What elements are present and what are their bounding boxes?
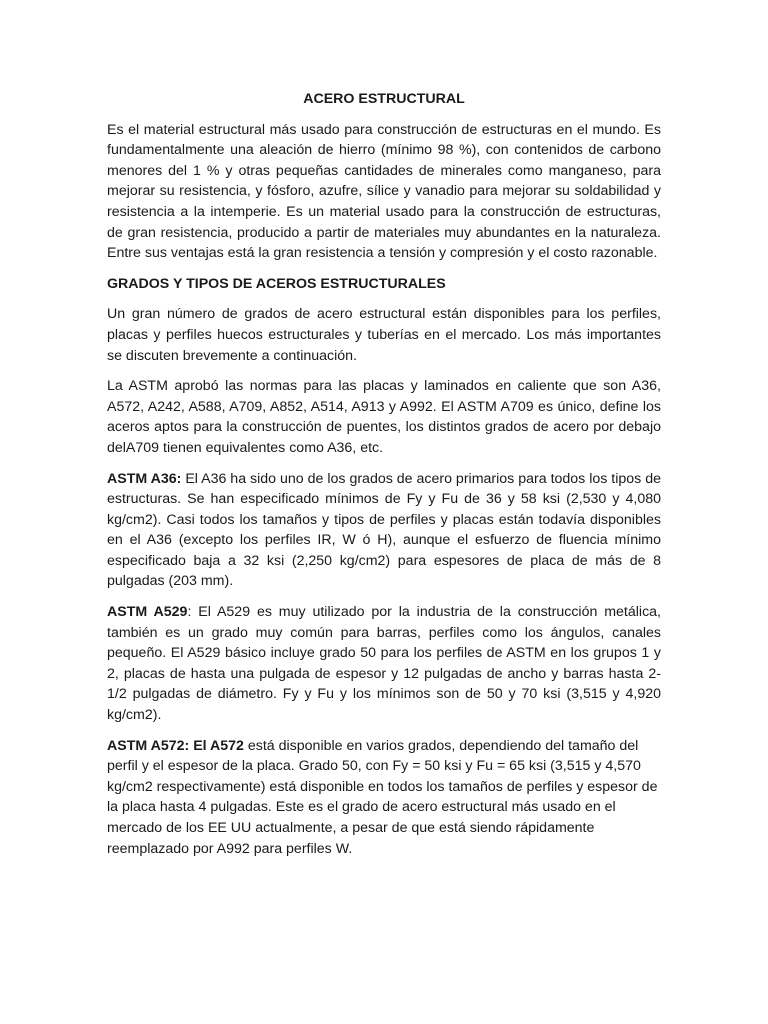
section-intro-paragraph: Un gran número de grados de acero estructural están disponibles para los perfiles, placas y perfiles huecos estructurales y tuberías en el mercado. Los más importantes se discuten brevemente a continuación. [107, 306, 661, 364]
astm-a572-lead: ASTM A572: El A572 [107, 737, 244, 754]
document-title: ACERO ESTRUCTURAL [303, 91, 465, 107]
document-page [107, 89, 661, 869]
astm-a529-lead: ASTM A529 [107, 604, 188, 621]
astm-a529-paragraph [107, 602, 661, 726]
intro-paragraph: Es el material estructural más usado para construcción de estructuras en el mundo. Es fundamentalmente una aleación de hierro (mínimo 98 %), con contenidos de carbono menores del 1 % y otras pequeñas cantidades de minerales como manganeso, para mejorar su resistencia, y fósforo, azufre, sílice y vanadio para mejorar su soldabilidad y resistencia a la intemperie. Es un material usado para la construcción de estructuras, de gran resistencia, producido a partir de materiales muy abundantes en la naturaleza. Entre sus ventajas está la gran resistencia a tensión y compresión y el costo razonable. [107, 121, 661, 262]
section-heading: GRADOS Y TIPOS DE ACEROS ESTRUCTURALES [107, 275, 446, 292]
astm-a572-text: está disponible en varios grados, dependiendo del tamaño del perfil y el espesor de la placa. Grado 50, con Fy = 50 ksi y Fu = 65 ksi (3,515 y 4,570 kg/cm2 respectivamente) está disponible en todos los tamaños de perfiles y espesor de la placa hasta 4 pulgadas. Este es el grado de acero estructural más usado en el mercado de los EE UU actualmente, a pesar de que está siendo rápidamente reemplazado por A992 para perfiles W. [107, 737, 658, 857]
astm-a36-lead: ASTM A36: [107, 470, 182, 487]
astm-a529-text: : El A529 es muy utilizado por la industria de la construcción metálica, también es un grado muy común para barras, perfiles como los ángulos, canales pequeño. El A529 básico incluye grado 50 para los perfiles de ASTM en los grupos 1 y 2, placas de hasta una pulgada de espesor y 12 pulgadas de ancho y barras hasta 2-1/2 pulgadas de diámetro. Fy y Fu y los mínimos son de 50 y 70 ksi (3,515 y 4,920 kg/cm2). [107, 604, 661, 724]
astm-a36-paragraph [107, 469, 661, 593]
astm-standards-paragraph: La ASTM aprobó las normas para las placas y laminados en caliente que son A36, A572, A242, A588, A709, A852, A514, A913 y A992. El ASTM A709 es único, define los aceros aptos para la construcción de puentes, los distintos grados de acero por debajo delA709 tienen equivalentes como A36, etc. [107, 378, 661, 456]
astm-a36-text: El A36 ha sido uno de los grados de acero primarios para todos los tipos de estructuras. Se han especificado mínimos de Fy y Fu de 36 y 58 ksi (2,530 y 4,080 kg/cm2). Casi todos los tamaños y tipos de perfiles y placas están todavía disponibles en el A36 (excepto los perfiles IR, W ó H), aunque el esfuerzo de fluencia mínimo especificado baja a 32 ksi (2,250 kg/cm2) para espesores de placa de más de 8 pulgadas (203 mm). [107, 470, 662, 590]
astm-a572-paragraph [107, 736, 661, 860]
